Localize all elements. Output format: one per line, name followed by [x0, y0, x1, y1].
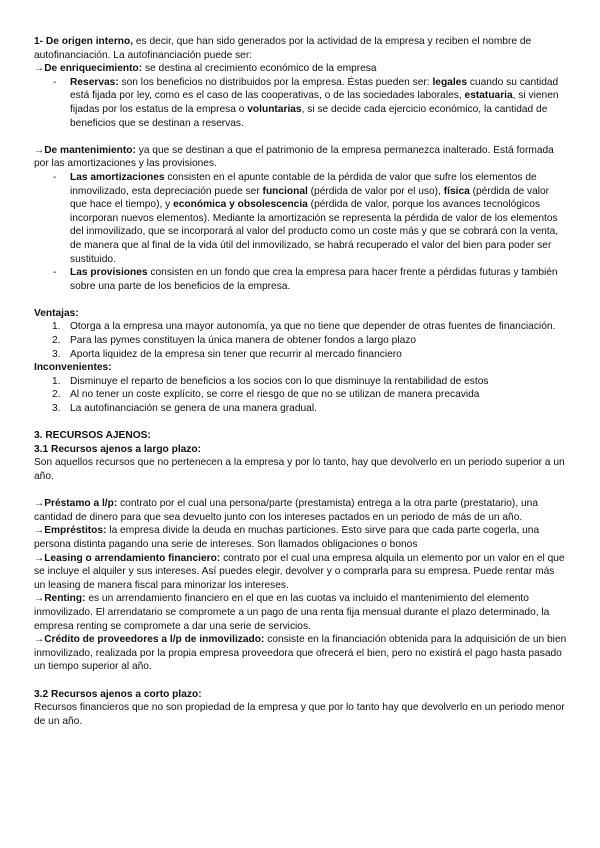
corto-plazo-text: Recursos financieros que no son propiedad de la empresa y que por lo tanto hay que devolverlo en un periodo menor de un año.: [34, 702, 565, 727]
emprestitos-paragraph: [34, 524, 568, 551]
inconvenientes-list: [34, 375, 568, 416]
item-text: La autofinanciación se genera de una manera gradual.: [70, 403, 317, 415]
mantenimiento-text: ya que se destinan a que el patrimonio de la empresa permanezca inalterado. Está formada por las amortizaciones y las provisiones.: [34, 144, 554, 170]
prestamo-text: contrato por el cual una persona/parte (prestamista) entrega a la otra parte (prestatario), una cantidad de dinero para que sea devuelto junto con los intereses pactados en un periodo de más de un año.: [34, 498, 538, 523]
list-item-provisiones: [70, 266, 568, 293]
amortizaciones-text: (pérdida de valor que hace el tiempo), y: [70, 185, 550, 211]
amortizaciones-term: Las amortizaciones: [70, 171, 165, 183]
credito-title: Crédito de proveedores a l/p de inmovilizado:: [44, 634, 265, 646]
inconvenientes-title: [34, 361, 568, 375]
item-number: 3.: [52, 403, 61, 415]
leasing-title: Leasing o arrendamiento financiero:: [44, 552, 221, 564]
emprestitos-title: Empréstitos:: [44, 525, 107, 537]
item-text: Para las pymes constituyen la única manera de obtener fondos a largo plazo: [70, 335, 417, 347]
intro-paragraph: [34, 35, 568, 62]
list-item: [52, 334, 568, 348]
credito-paragraph: [34, 633, 568, 674]
renting-text: es un arrendamiento financiero en el que en las cuotas va incluido el mantenimiento del elemento inmovilizado. El arrendatario se compromete a un pago de una renta fija mensual durante el plazo determinado, la empresa renting se compromete a dar una serie de servicios.: [34, 593, 550, 632]
mantenimiento-title: De mantenimiento:: [44, 144, 136, 156]
prestamo-paragraph: [34, 497, 568, 524]
list-item: [52, 388, 568, 402]
list-item-reservas: [70, 76, 568, 130]
spacer: [34, 416, 568, 430]
list-item: [52, 402, 568, 416]
item-text: Otorga a la empresa una mayor autonomía, ya que no tiene que depender de otras fuentes de financiación.: [70, 321, 556, 333]
largo-plazo-heading: 3.1 Recursos ajenos a largo plazo:: [34, 443, 202, 455]
mantenimiento-paragraph: [34, 144, 568, 171]
emprestitos-text: la empresa divide la deuda en muchas particiones. Esto sirve para que cada parte cogerla, una persona distinta pagando una serie de intereses. Son llamados obligaciones o bonos: [34, 525, 540, 550]
arrow-icon: →: [34, 525, 45, 537]
item-number: 1.: [52, 375, 61, 387]
reservas-text: cuando su cantidad está fijada por ley, como es el caso de las cooperativas, o de las sociedades laborales,: [70, 76, 559, 102]
leasing-paragraph: [34, 552, 568, 593]
amortizaciones-text: consisten en el apunte contable de la pérdida de valor que sufre los elementos de inmovilizado, esta depreciación puede ser: [70, 171, 537, 197]
ventajas-list: [34, 320, 568, 361]
inconvenientes-heading: Inconvenientes:: [34, 362, 112, 374]
list-item: [52, 320, 568, 334]
subsection-heading: [34, 443, 568, 457]
reservas-text: son los beneficios no distribuidos por la empresa. Éstas pueden ser:: [118, 76, 433, 88]
item-number: 3.: [52, 348, 61, 360]
reservas-term: Reservas:: [70, 76, 119, 88]
enriquecimiento-text: se destina al crecimiento económico de la empresa: [142, 63, 377, 75]
section-heading: [34, 429, 568, 443]
renting-paragraph: [34, 592, 568, 633]
corto-plazo-heading: 3.2 Recursos ajenos a corto plazo:: [34, 688, 202, 700]
arrow-icon: →: [34, 593, 45, 605]
intro-text: es decir, que han sido generados por la actividad de la empresa y reciben el nombre de autofinanciación. La autofinanciación puede ser:: [34, 36, 532, 61]
list-item: [52, 348, 568, 362]
legales-term: legales: [432, 76, 468, 88]
intro-lead: 1- De origen interno,: [34, 36, 134, 47]
provisiones-term: Las provisiones: [70, 267, 148, 279]
reservas-list: [34, 76, 568, 130]
arrow-icon: →: [34, 144, 45, 156]
spacer: [34, 674, 568, 688]
arrow-icon: →: [34, 634, 45, 646]
spacer: [34, 293, 568, 307]
reservas-text: , si se decide cada ejercicio económico, la cantidad de beneficios que se destinan a reservas.: [70, 103, 548, 129]
largo-plazo-text: Son aquellos recursos que no pertenecen a la empresa y por lo tanto, hay que devolverlo en un periodo superior a un año.: [34, 457, 565, 482]
spacer: [34, 130, 568, 144]
amortizaciones-text: (pérdida de valor, porque los avances tecnológicos incorporan nuevos elementos). Mediante la amortización se representa la pérdida de valor de los elementos del inmovilizado, que se incorporará al valor del producto como un coste más y que se cobrará con la venta, de manera que al final de la vida útil del inmovilizado, se habrá recuperado el valor del bien para poder ser sustituido.: [70, 199, 559, 265]
document-page: [34, 35, 568, 728]
ventajas-title: [34, 307, 568, 321]
fisica-term: física: [443, 185, 470, 197]
arrow-icon: →: [34, 552, 45, 564]
list-item: [52, 375, 568, 389]
spacer: [34, 484, 568, 498]
amortizaciones-text: (pérdida de valor por el uso),: [307, 185, 444, 197]
ventajas-heading: Ventajas:: [34, 307, 79, 319]
enriquecimiento-title: De enriquecimiento:: [44, 63, 143, 75]
enriquecimiento-paragraph: [34, 62, 568, 76]
recursos-ajenos-heading: 3. RECURSOS AJENOS:: [34, 430, 151, 442]
economica-term: económica y obsolescencia: [173, 199, 308, 211]
item-number: 2.: [52, 335, 61, 347]
leasing-text: contrato por el cual una empresa alquila un elemento por un valor en el que se incluye el alquiler y sus intereses. Así puedes elegir, devolver y o comprarla para su empresa. Puede rentar más un leasing de manera fiscal para minorizar los intereses.: [34, 552, 565, 591]
subsection-heading: [34, 688, 568, 702]
funcional-term: funcional: [262, 185, 308, 197]
item-number: 1.: [52, 321, 61, 333]
arrow-icon: →: [34, 498, 45, 510]
arrow-icon: →: [34, 63, 45, 75]
item-number: 2.: [52, 389, 61, 401]
reservas-text: , si vienen fijadas por los estatus de la empresa o: [70, 90, 559, 115]
estatuaria-term: estatuaria: [464, 90, 513, 102]
mantenimiento-list: [34, 171, 568, 293]
credito-text: consiste en la financiación obtenida para la adquisición de un bien inmovilizado, realizada por la propia empresa proveedora que ofrecerá el bien, pero no existirá el pago hasta pasado un tiempo superior al año.: [34, 634, 567, 673]
list-item-amortizaciones: [70, 171, 568, 266]
item-text: Aporta liquidez de la empresa sin tener que recurrir al mercado financiero: [70, 348, 402, 360]
item-text: Disminuye el reparto de beneficios a los socios con lo que disminuye la rentabilidad de estos: [70, 375, 489, 387]
renting-title: Renting:: [44, 593, 86, 605]
item-text: Al no tener un coste explícito, se corre el riesgo de que no se utilizan de manera precavida: [70, 389, 480, 401]
provisiones-text: consisten en un fondo que crea la empresa para hacer frente a pérdidas futuras y también sobre una parte de los beneficios de la empresa.: [70, 267, 558, 292]
prestamo-title: Préstamo a l/p:: [44, 498, 118, 510]
voluntarias-term: voluntarias: [247, 103, 302, 115]
